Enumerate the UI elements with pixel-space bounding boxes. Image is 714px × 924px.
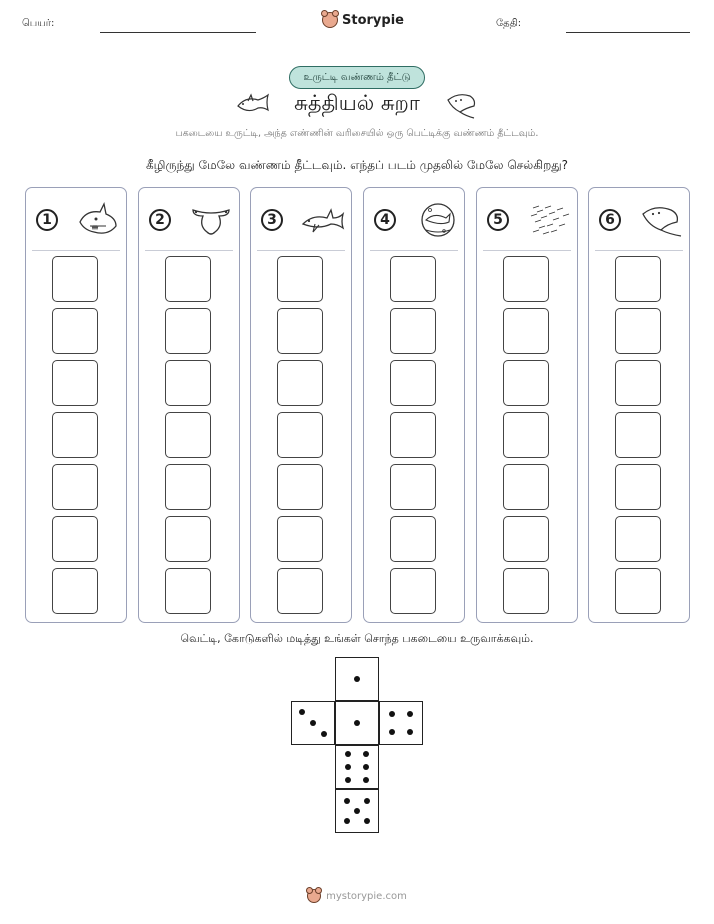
color-box[interactable] — [615, 516, 661, 562]
color-box[interactable] — [52, 308, 98, 354]
footer — [0, 889, 714, 903]
column-number: 4 — [374, 209, 396, 231]
color-box[interactable] — [165, 412, 211, 458]
page-title: சுத்தியல் சுறா — [294, 91, 420, 115]
color-box[interactable] — [615, 412, 661, 458]
column-6 — [588, 187, 690, 623]
dice-pip — [354, 676, 360, 682]
column-3 — [250, 187, 352, 623]
dice-pip — [363, 777, 369, 783]
dice-pip — [354, 720, 360, 726]
dice-pip — [310, 720, 316, 726]
cut-instruction: வெட்டி, கோடுகளில் மடித்து உங்கள் சொந்த பகடையை உருவாக்கவும். — [180, 632, 534, 645]
dice-face — [335, 701, 379, 745]
date-line[interactable] — [566, 32, 690, 33]
color-box[interactable] — [390, 568, 436, 614]
color-box[interactable] — [615, 464, 661, 510]
color-box[interactable] — [277, 308, 323, 354]
color-box[interactable] — [165, 360, 211, 406]
instruction: கீழிருந்து மேலே வண்ணம் தீட்டவும். எந்தப் படம் முதலில் மேலே செல்கிறது? — [145, 158, 569, 172]
color-box[interactable] — [277, 464, 323, 510]
dice-pip — [407, 729, 413, 735]
column-2 — [138, 187, 240, 623]
dice-pip — [363, 764, 369, 770]
color-box[interactable] — [52, 568, 98, 614]
column-number: 6 — [599, 209, 621, 231]
color-box[interactable] — [52, 360, 98, 406]
color-box[interactable] — [52, 516, 98, 562]
dice-pip — [344, 818, 350, 824]
color-box[interactable] — [390, 412, 436, 458]
dice-pip — [364, 818, 370, 824]
column-number: 5 — [487, 209, 509, 231]
dice-pip — [354, 808, 360, 814]
dice-face — [335, 745, 379, 789]
date-label: தேதி: — [496, 18, 522, 29]
swimming-shark-icon — [301, 202, 345, 238]
dice-pip — [364, 798, 370, 804]
color-box[interactable] — [615, 256, 661, 302]
dice-face — [379, 701, 423, 745]
dice-pip — [407, 711, 413, 717]
color-box[interactable] — [52, 256, 98, 302]
column-5 — [476, 187, 578, 623]
color-box[interactable] — [277, 412, 323, 458]
column-number: 1 — [36, 209, 58, 231]
dice-face — [335, 657, 379, 701]
stingray-icon — [444, 90, 478, 120]
color-box[interactable] — [390, 256, 436, 302]
color-box[interactable] — [390, 308, 436, 354]
color-box[interactable] — [503, 464, 549, 510]
color-box[interactable] — [390, 360, 436, 406]
color-box[interactable] — [503, 568, 549, 614]
color-box[interactable] — [615, 308, 661, 354]
fish-school-icon — [527, 202, 571, 238]
column-divider — [370, 250, 458, 251]
color-box[interactable] — [503, 412, 549, 458]
hammerhead-shark-icon — [189, 202, 233, 238]
color-box[interactable] — [503, 516, 549, 562]
column-number: 3 — [261, 209, 283, 231]
subtitle: பகடையை உருட்டி, அந்த எண்ணின் வரிசையில் ஒரு பெட்டிக்கு வண்ணம் தீட்டவும். — [175, 128, 539, 139]
color-box[interactable] — [52, 464, 98, 510]
dice-pip — [389, 711, 395, 717]
footer-url[interactable]: mystorypie.com — [326, 890, 407, 902]
dice-pip — [344, 798, 350, 804]
dice-pip — [363, 751, 369, 757]
dice-pip — [299, 709, 305, 715]
color-box[interactable] — [615, 568, 661, 614]
brand-name: Storypie — [342, 12, 404, 28]
bear-logo-icon — [322, 12, 338, 28]
column-divider — [145, 250, 233, 251]
shark-in-bubble-icon — [414, 202, 458, 238]
color-box[interactable] — [165, 516, 211, 562]
color-box[interactable] — [165, 256, 211, 302]
dice-face — [335, 789, 379, 833]
dice-pip — [345, 777, 351, 783]
color-box[interactable] — [390, 516, 436, 562]
column-number: 2 — [149, 209, 171, 231]
column-divider — [32, 250, 120, 251]
color-box[interactable] — [277, 360, 323, 406]
column-1 — [25, 187, 127, 623]
color-box[interactable] — [390, 464, 436, 510]
color-box[interactable] — [503, 308, 549, 354]
color-box[interactable] — [165, 308, 211, 354]
color-box[interactable] — [277, 516, 323, 562]
column-4 — [363, 187, 465, 623]
dice-face — [291, 701, 335, 745]
color-box[interactable] — [165, 568, 211, 614]
shark-face-icon — [76, 202, 120, 238]
color-box[interactable] — [615, 360, 661, 406]
dice-pip — [345, 764, 351, 770]
column-divider — [483, 250, 571, 251]
color-box[interactable] — [277, 568, 323, 614]
color-box[interactable] — [503, 256, 549, 302]
bear-logo-icon — [307, 889, 321, 903]
color-box[interactable] — [52, 412, 98, 458]
column-divider — [595, 250, 683, 251]
color-box[interactable] — [277, 256, 323, 302]
activity-pill: உருட்டி வண்ணம் தீட்டு — [289, 66, 425, 89]
stingray-icon — [639, 202, 683, 238]
name-line[interactable] — [100, 32, 256, 33]
color-box[interactable] — [165, 464, 211, 510]
name-label: பெயர்: — [22, 18, 55, 29]
dice-pip — [321, 731, 327, 737]
dice-pip — [345, 751, 351, 757]
column-divider — [257, 250, 345, 251]
dice-pip — [389, 729, 395, 735]
color-box[interactable] — [503, 360, 549, 406]
brand-logo — [322, 12, 404, 28]
